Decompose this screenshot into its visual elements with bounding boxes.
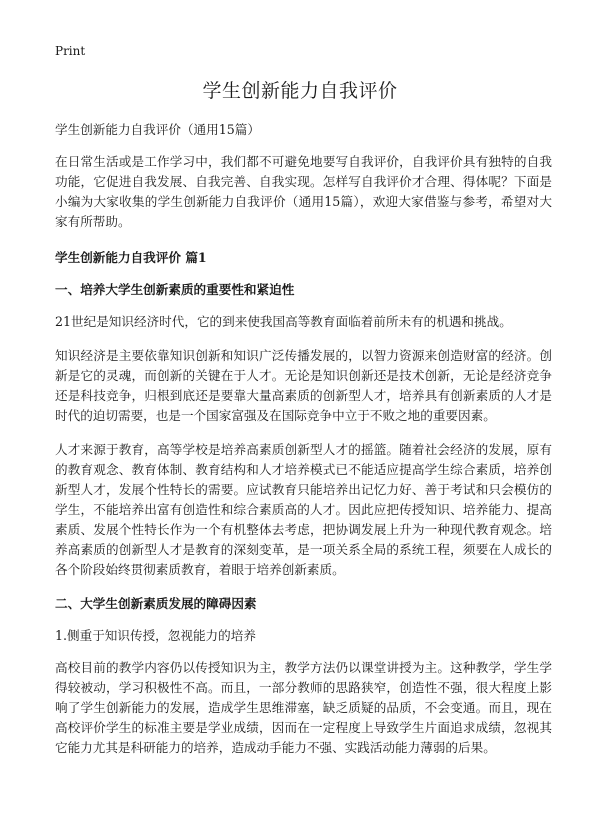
page-title: 学生创新能力自我评价: [202, 80, 398, 102]
section1-heading: 一、培养大学生创新素质的重要性和紧迫性: [55, 282, 295, 297]
article-heading: 学生创新能力自我评价 篇1: [55, 250, 207, 265]
document-subtitle: 学生创新能力自我评价（通用15篇）: [55, 122, 260, 137]
section2-subheading-1: 1.侧重于知识传授，忽视能力的培养: [55, 628, 256, 643]
section2-heading: 二、大学生创新素质发展的障碍因素: [55, 596, 257, 611]
section2-paragraph-1: 高校目前的教学内容仍以传授知识为主，教学方法仍以课堂讲授为主。这种教学，学生学得较被动，学习积极性不高。而且，一部分教师的思路狭窄，创造性不强，很大程度上影响了学生创新能力的发展，造成学生思维滞塞，缺乏质疑的品质，不会变通。而且，现在高校评价学生的标准主要是学业成绩，因而在一定程度上导致学生片面追求成绩，忽视其它能力尤其是科研能力的培养，造成动手能力不强、实践活动能力薄弱的后果。: [55, 660, 552, 755]
section1-paragraph-2: 知识经济是主要依靠知识创新和知识广泛传播发展的，以智力资源来创造财富的经济。创新是它的灵魂，而创新的关键在于人才。无论是知识创新还是技术创新，无论是经济竞争还是科技竞争，归根到底还是要靠大量高素质的创新型人才，培养具有创新素质的人才是时代的迫切需要，也是一个国家富强及在国际竞争中立于不败之地的重要因素。: [55, 348, 552, 423]
section1-paragraph-1: 21世纪是知识经济时代，它的到来使我国高等教育面临着前所未有的机遇和挑战。: [55, 314, 512, 329]
document-body: [55, 120, 552, 772]
intro-paragraph: 在日常生活或是工作学习中，我们都不可避免地要写自我评价，自我评价具有独特的自我功能，它促进自我发展、自我完善、自我实现。怎样写自我评价才合理、得体呢？下面是小编为大家收集的学生创新能力自我评价（通用15篇），欢迎大家借鉴与参考，希望对大家有所帮助。: [55, 154, 552, 229]
section1-paragraph-3: 人才来源于教育，高等学校是培养高素质创新型人才的摇篮。随着社会经济的发展，原有的教育观念、教育体制、教育结构和人才培养模式已不能适应提高学生综合素质，培养创新型人才，发展个性特长的需要。应试教育只能培养出记忆力好、善于考试和只会模仿的学生，不能培养出富有创造性和综合素质高的人才。因此应把传授知识、培养能力、提高素质、发展个性特长作为一个有机整体去考虑，把协调发展上升为一种现代教育观念。培养高素质的创新型人才是教育的深刻变革，是一项关系全局的系统工程，须要在人成长的各个阶段始终贯彻素质教育，着眼于培养创新素质。: [55, 442, 552, 577]
print-link[interactable]: Print: [55, 44, 86, 58]
